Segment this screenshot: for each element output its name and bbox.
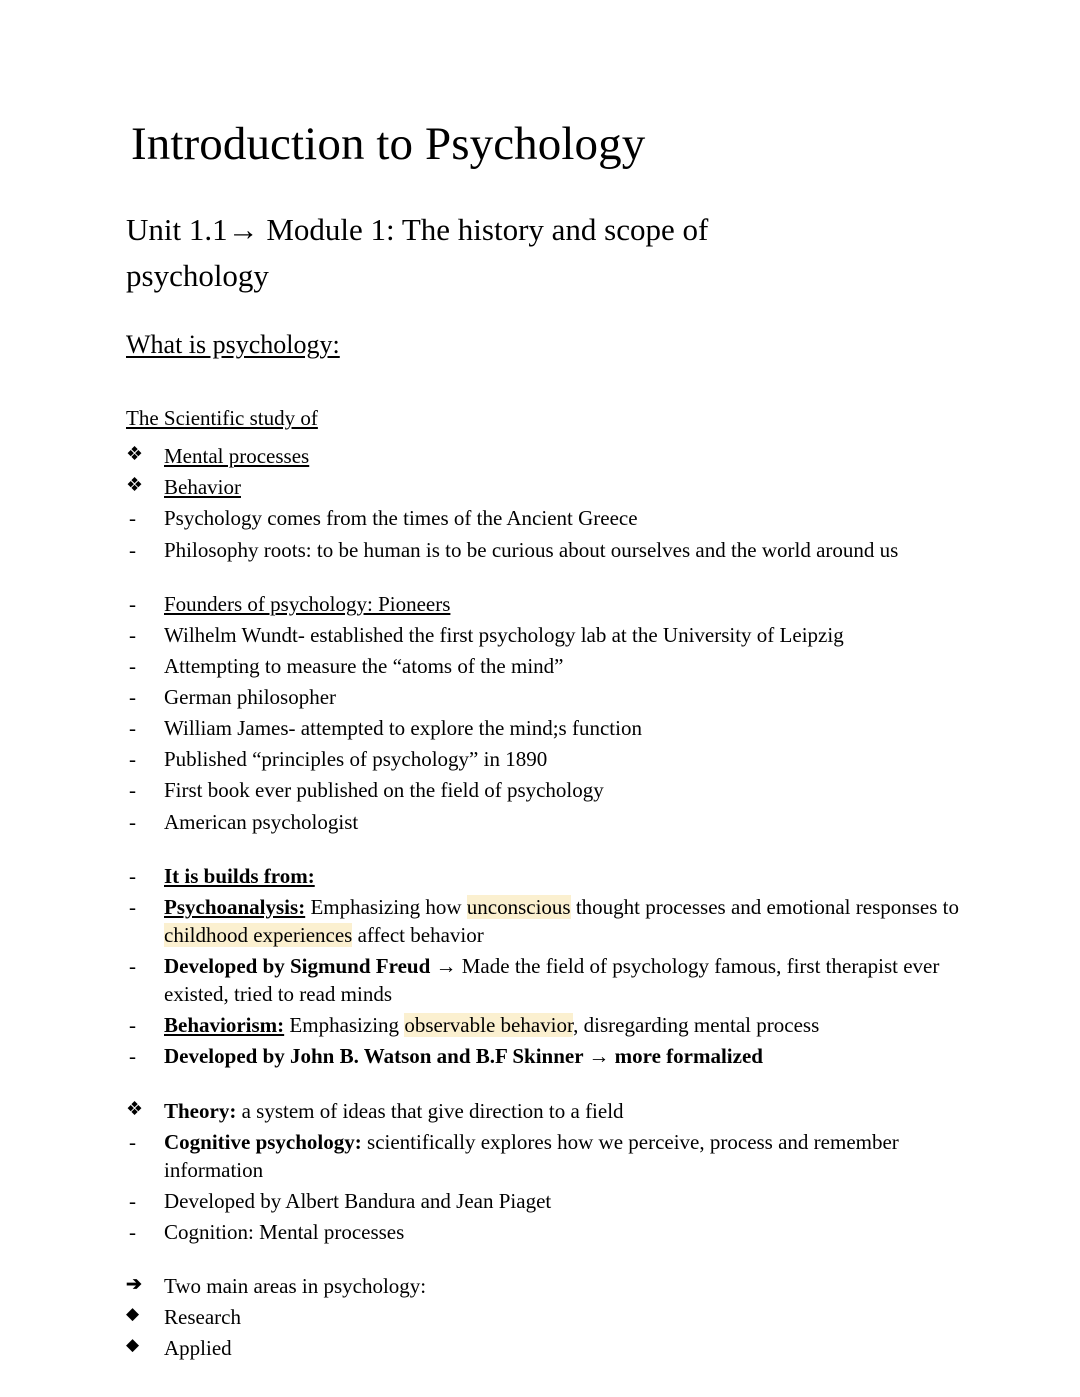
behaviorism-text-part-2: , disregarding mental process [573, 1013, 820, 1038]
diamond-solid-icon: ◆ [126, 1304, 140, 1324]
list-item-mental-processes [126, 442, 970, 470]
list-item-label: Developed by John B. Watson and B.F Skinner → more formalized [164, 1044, 763, 1069]
list-item-label: Psychology comes from the times of the Ancient Greece [164, 506, 638, 531]
list-item-label [164, 954, 939, 1006]
highlight-childhood-experiences: childhood experiences [164, 922, 353, 947]
list-item-founders [126, 590, 970, 618]
list-item-label: Behavior [164, 475, 241, 500]
dash-bullet-icon: - [129, 622, 136, 647]
highlight-observable-behavior: observable behavior [404, 1013, 574, 1038]
list-item-bandura-piaget [126, 1187, 970, 1215]
list-item-label: Attempting to measure the “atoms of the mind” [164, 653, 564, 678]
list-item-william-james [126, 714, 970, 742]
list-item-label: Developed by Albert Bandura and Jean Piaget [164, 1188, 552, 1213]
list-item-it-is-builds-from [126, 862, 970, 890]
dash-bullet-icon: - [129, 778, 136, 803]
dash-bullet-icon: - [129, 1188, 136, 1213]
list-item-cognition [126, 1218, 970, 1246]
lead-line-scientific-study: The Scientific study of [126, 406, 318, 431]
list-item-watson-skinner [126, 1042, 970, 1070]
list-item-label: German philosopher [164, 685, 337, 710]
list-item-research [126, 1303, 970, 1331]
arrow-right-icon: ➔ [126, 1274, 142, 1296]
dash-bullet-icon: - [129, 1013, 136, 1038]
psychoanalysis-text-part-3: affect behavior [352, 922, 484, 947]
list-item-label: It is builds from: [164, 863, 315, 888]
list-item-label: Mental processes [164, 444, 310, 469]
dash-bullet-icon: - [129, 537, 136, 562]
theory-text: a system of ideas that give direction to a field [236, 1098, 624, 1123]
list-item-label: Research [164, 1305, 241, 1330]
dash-bullet-icon: - [129, 894, 136, 919]
list-item-label: First book ever published on the field of psychology [164, 778, 604, 803]
list-item-philosophy-roots [126, 536, 970, 564]
section-heading-what-is-psychology: What is psychology: [126, 330, 340, 360]
dash-bullet-icon: - [129, 653, 136, 678]
list-item-principles-of-psychology [126, 745, 970, 773]
dash-bullet-icon: - [129, 863, 136, 888]
list-item-german-philosopher [126, 683, 970, 711]
highlight-unconscious: unconscious [466, 894, 571, 919]
list-item-ancient-greece [126, 504, 970, 532]
page-title: Introduction to Psychology [131, 118, 646, 170]
list-item-label: Applied [164, 1336, 232, 1361]
outline-list [126, 442, 970, 1362]
list-item-label: William James- attempted to explore the mind;s function [164, 716, 642, 741]
list-item-label: Founders of psychology: Pioneers [164, 591, 451, 616]
diamond-solid-icon: ◆ [126, 1335, 140, 1355]
list-item-cognitive-psychology [126, 1128, 970, 1184]
theory-term: Theory: [164, 1098, 237, 1123]
psychoanalysis-text-part-2: thought processes and emotional responses to [570, 894, 960, 919]
dash-bullet-icon: - [129, 954, 136, 979]
list-item-first-book [126, 776, 970, 804]
diamond-fancy-icon: ❖ [126, 444, 144, 466]
list-item-two-main-areas [126, 1272, 970, 1300]
dash-bullet-icon: - [129, 685, 136, 710]
dash-bullet-icon: - [129, 1220, 136, 1245]
dash-bullet-icon: - [129, 591, 136, 616]
list-item-label [164, 895, 959, 947]
freud-rest-text: Made the field of psychology famous, first therapist ever existed, tried to read minds [164, 954, 940, 1007]
list-item-label: Published “principles of psychology” in 1890 [164, 747, 548, 772]
dash-bullet-icon: - [129, 1044, 136, 1069]
list-item-wilhelm-wundt [126, 621, 970, 649]
cognitive-text: scientifically explores how we perceive, process and remember information [164, 1129, 899, 1182]
list-item-label: American psychologist [164, 809, 359, 834]
dash-bullet-icon: - [129, 809, 136, 834]
list-item-theory [126, 1097, 970, 1125]
list-item-label [164, 1130, 899, 1182]
list-item-behavior [126, 473, 970, 501]
dash-bullet-icon: - [129, 1129, 136, 1154]
cognitive-term: Cognitive psychology: [164, 1129, 362, 1154]
list-item-label [164, 1099, 624, 1123]
list-item-american-psychologist [126, 808, 970, 836]
diamond-fancy-icon: ❖ [126, 1098, 144, 1120]
unit-subtitle: Unit 1.1→ Module 1: The history and scope of psychology [126, 211, 709, 293]
dash-bullet-icon: - [129, 747, 136, 772]
list-item-sigmund-freud [126, 952, 970, 1008]
diamond-fancy-icon: ❖ [126, 475, 144, 497]
list-item-label: Wilhelm Wundt- established the first psychology lab at the University of Leipzig [164, 622, 844, 647]
section-heading-container [126, 328, 970, 384]
list-item-label [164, 1013, 819, 1037]
list-item-label: Cognition: Mental processes [164, 1220, 405, 1245]
dash-bullet-icon: - [129, 506, 136, 531]
list-item-label: Two main areas in psychology: [164, 1274, 427, 1299]
list-item-label: Philosophy roots: to be human is to be curious about ourselves and the world around us [164, 537, 899, 562]
psychoanalysis-text-part-1: Emphasizing how [305, 894, 467, 919]
freud-bold-phrase: Developed by Sigmund Freud → [164, 954, 457, 979]
list-item-behaviorism [126, 1011, 970, 1039]
dash-bullet-icon: - [129, 716, 136, 741]
behaviorism-text-part-1: Emphasizing [284, 1013, 405, 1038]
behaviorism-term: Behaviorism: [164, 1013, 285, 1038]
list-item-atoms-of-the-mind [126, 652, 970, 680]
list-item-psychoanalysis [126, 893, 970, 949]
psychoanalysis-term: Psychoanalysis: [164, 894, 306, 919]
list-item-applied [126, 1334, 970, 1362]
lead-line-container [126, 404, 970, 438]
